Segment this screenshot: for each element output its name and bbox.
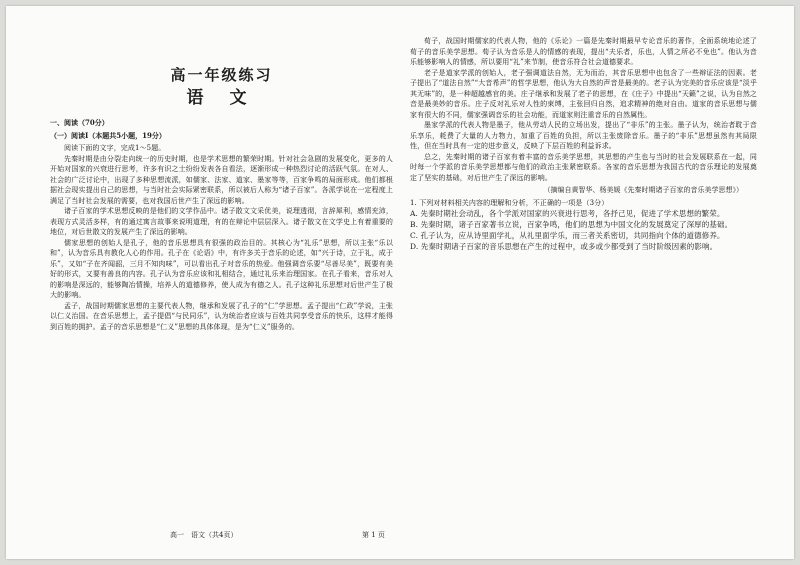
- exam-page: [6, 6, 794, 559]
- left-paragraph: 诸子百家的学术思想反映的是他们的文学作品中。诸子散文文采优美，说理透彻，言辞犀利，感情充沛，表现方式灵活多样，有的通过寓言故事来说明道理，有的在辩论中层层深入。诸子散文在文学史上有着重要的地位，对后世散文的发展产生了深远的影响。: [50, 207, 393, 236]
- right-paragraph: 墨家学派的代表人物是墨子，他从劳动人民的立场出发，提出了“非乐”的主张。墨子认为，统治者耽于音乐享乐，耗费了大量的人力物力，加重了百姓的负担，所以主张废除音乐。墨子的“非乐”思想虽然有其局限性，但在当时具有一定的进步意义，反映了下层百姓的利益诉求。: [410, 121, 757, 150]
- question-stem: 1. 下列对材料相关内容的理解和分析，不正确的一项是（3分）: [410, 198, 609, 207]
- page-number: 第 1 页: [362, 531, 385, 539]
- option-b: B. 先秦时期，诸子百家著书立说，百家争鸣，他们的思想为中国文化的发展奠定了深厚的基础。: [410, 220, 733, 229]
- left-column: [50, 40, 393, 332]
- exam-title: 高一年级练习: [170, 66, 273, 84]
- source-citation: （摘编自黄智华、杨美媛《先秦时期诸子百家的音乐美学思想》）: [543, 186, 743, 194]
- left-paragraph: 儒家思想的创始人是孔子，他的音乐思想具有很强的政治目的。其核心为“礼乐”思想，所以主张“乐以和”，认为音乐具有教化人心的作用。孔子在《论语》中，有许多关于音乐的论述，如“兴于诗，立于礼，成于乐”，又如“子在齐闻韶，三月不知肉味”，可以看出孔子对音乐的热爱。他强调音乐要“尽善尽美”，既要有美好的形式，又要有善良的内容。孔子认为音乐应该和礼相结合，通过礼乐来治理国家。在孔子看来，音乐对人的影响是深远的，能够陶冶情操，培养人的道德修养，使人成为有德之人。孔子这种礼乐思想对后世产生了极大的影响。: [50, 238, 393, 299]
- reading-heading: （一）阅读Ⅰ（本题共5小题，19分）: [50, 130, 166, 140]
- right-paragraph: 荀子，战国时期儒家的代表人物，他的《乐论》一篇是先秦时期最早专论音乐的著作，全面系统地论述了荀子的音乐美学思想。荀子认为音乐是人的情感的表现，提出“夫乐者，乐也，人情之所必不免也”。他认为音乐能够影响人的情感，所以要用“礼”来节制，使音乐符合社会道德要求。: [410, 37, 757, 66]
- right-paragraph: 老子是道家学派的创始人，老子强调道法自然，无为而治，其音乐思想中也包含了一些辩证法的因素。老子提出了“道法自然”“大音希声”的哲学思想，他认为大自然的声音是最美的。老子认为完美的音乐应该是“淡乎其无味”的，是一种超越感官的美。庄子继承和发展了老子的思想，在《庄子》中提出“天籁”之说，认为自然之音是最美妙的音乐。庄子反对礼乐对人性的束缚，主张回归自然，追求精神的绝对自由。道家的音乐思想与儒家有很大的不同，儒家强调音乐的社会功能，而道家则注重音乐的自然属性。: [410, 68, 757, 119]
- right-column: [410, 36, 757, 252]
- right-paragraph: 总之，先秦时期的诸子百家有着丰富的音乐美学思想，其思想的产生也与当时的社会发展联系在一起，同时每一个学派的音乐美学思想都与他们的政治主张紧密联系。各家的音乐思想为我国古代的音乐理论的发展奠定了坚实的基础，对后世产生了深远的影响。: [410, 152, 757, 182]
- subject-title: 语 文: [186, 88, 257, 108]
- left-paragraph: 先秦时期是由分裂走向统一的历史时期，也是学术思想的繁荣时期。针对社会急剧的发展变化，更多的人开始对国家的兴衰进行思考，许多有识之士纷纷发表各自看法，逐渐形成一种热烈讨论的活跃气氛。在对人、社会的广泛讨论中，出现了多种思想流派，如儒家、法家、道家、墨家等等，百家争鸣的局面形成。他们都根据社会现实提出自己的思想，与当时社会实际紧密联系，所以被后人称为“诸子百家”。各派学说在一定程度上满足了当时社会发展的需要，也对我国后世产生了深远的影响。: [50, 154, 393, 205]
- option-c: C. 孔子认为，应从诗里面学礼，从礼里面学乐，而三者关系密切，共同指向个体的道德修养。: [410, 231, 725, 240]
- instruction-text: 阅读下面的文字，完成1～5题。: [64, 144, 166, 152]
- section-heading: 一、阅读（70分）: [50, 118, 109, 127]
- footer-left: 高一 语文（共4页）: [170, 531, 238, 539]
- option-d: D. 先秦时期诸子百家的音乐思想在产生的过程中，或多或少都受到了当时阶级因素的影响。: [410, 242, 718, 251]
- option-a: A. 先秦时期社会动乱，各个学派对国家的兴衰进行思考，各抒己见，促进了学术思想的繁荣。: [410, 209, 725, 218]
- left-paragraph: 孟子，战国时期儒家思想的主要代表人物，继承和发展了孔子的“仁”学思想。孟子提出“仁政”学说，主张以仁义治国。在音乐思想上，孟子提倡“与民同乐”，认为统治者应该与百姓共同享受音乐的快乐，这样才能得到百姓的拥护。孟子的音乐思想是“仁义”思想的具体体现，是为“仁义”服务的。: [50, 301, 393, 331]
